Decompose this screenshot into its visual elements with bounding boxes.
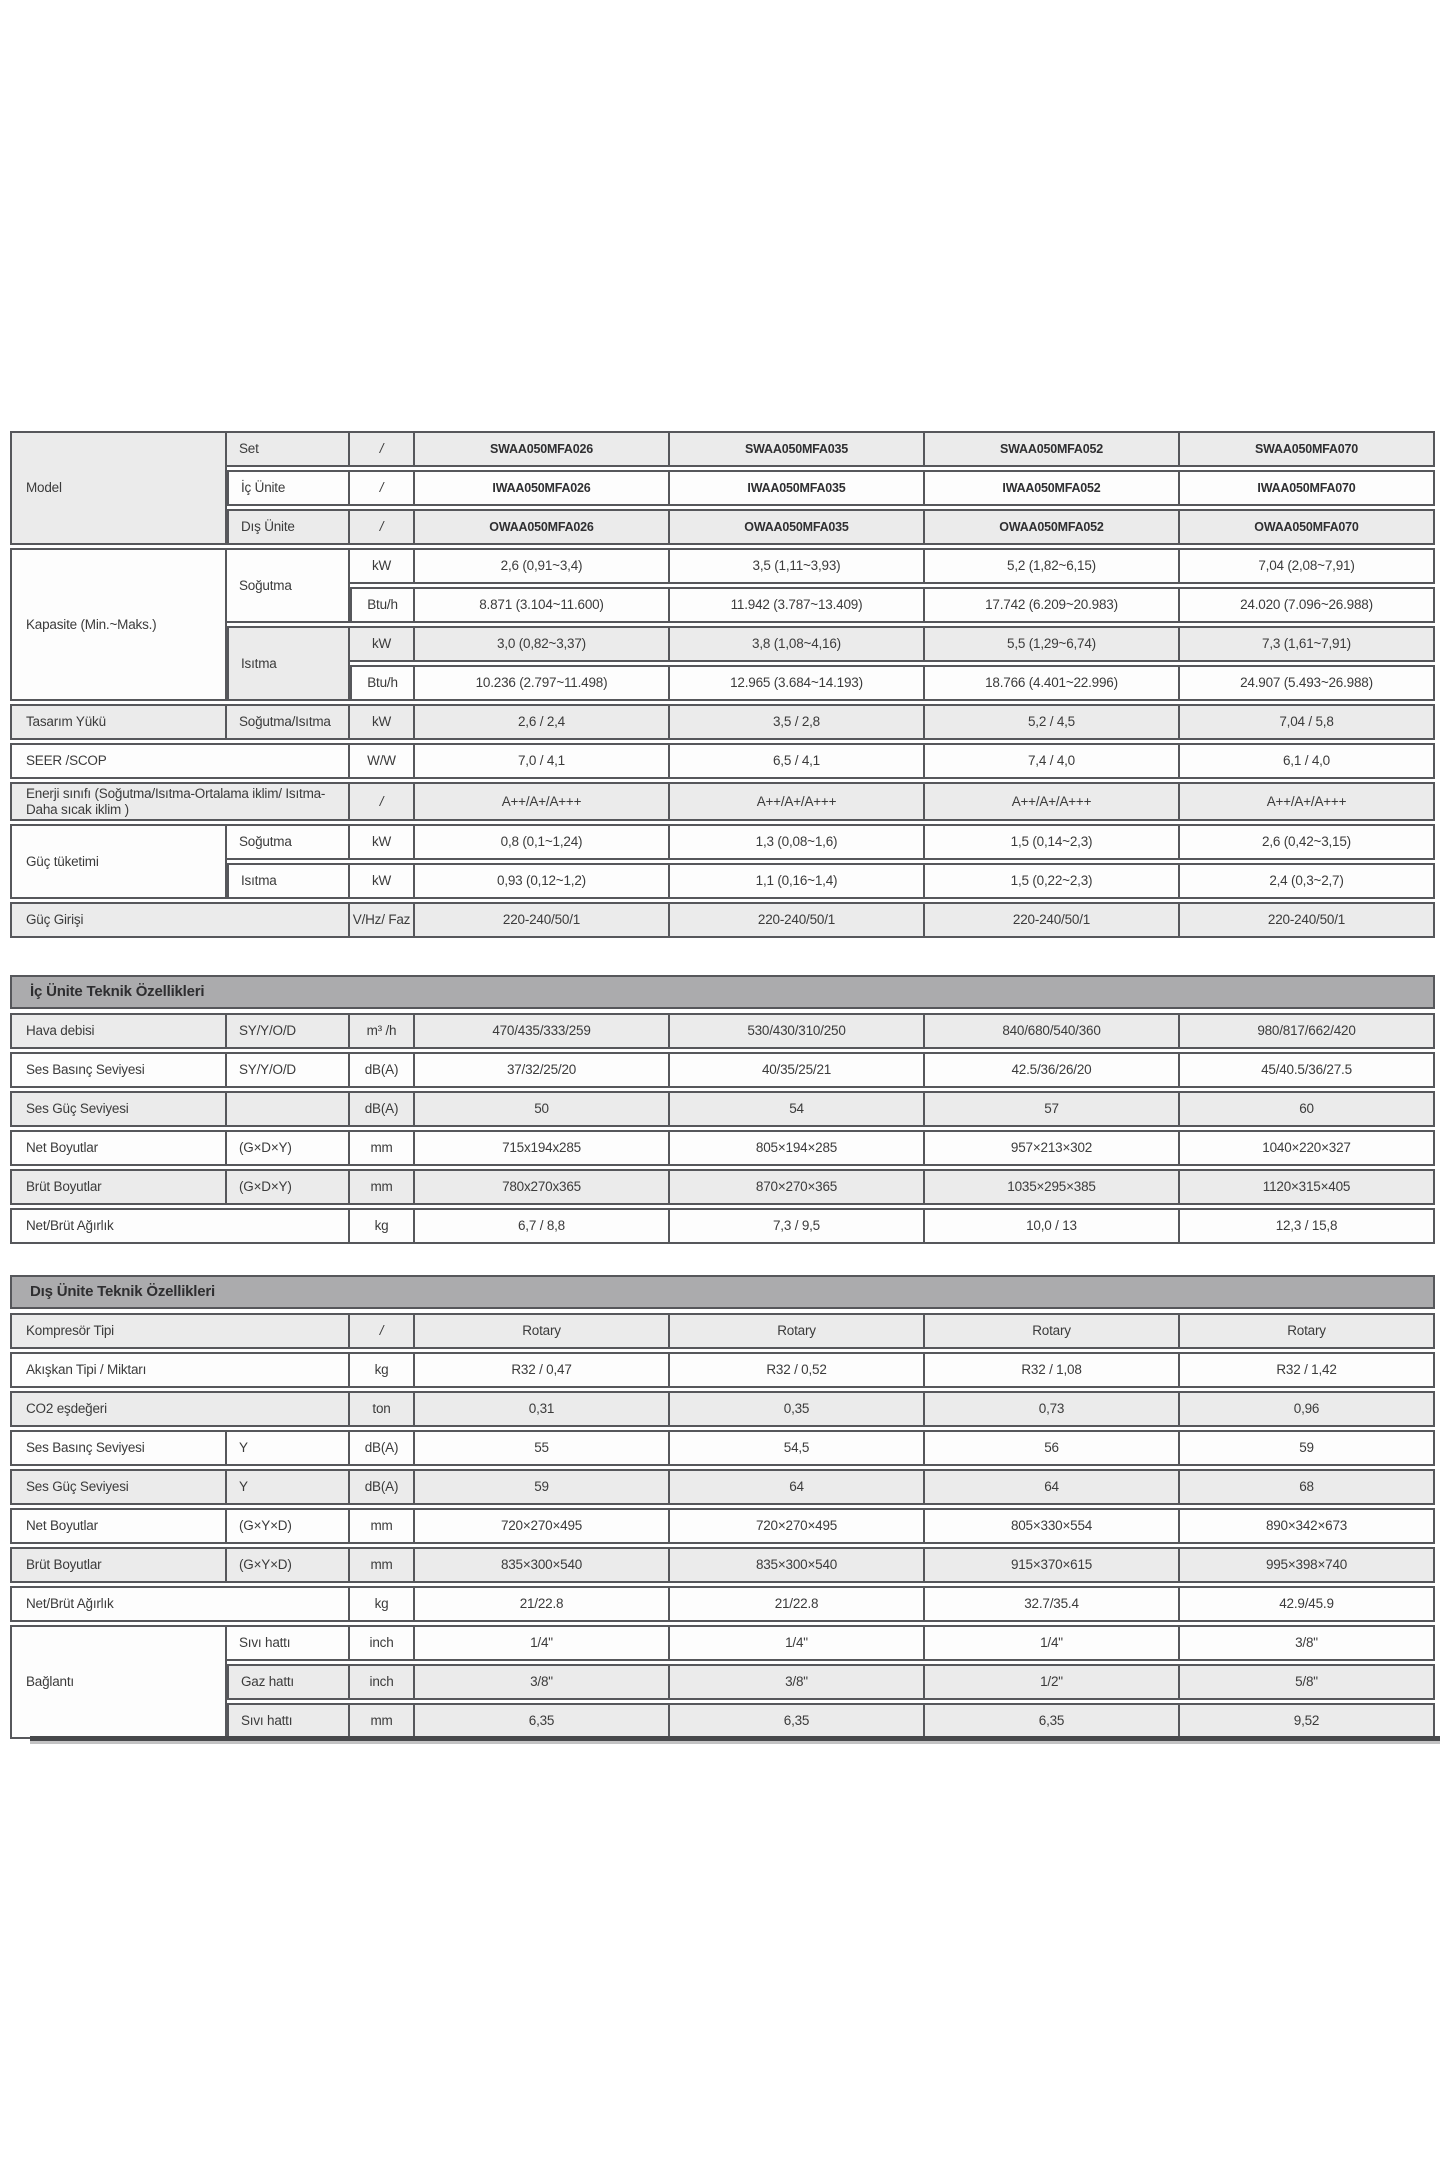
value-cell: 1,5 (0,22~2,3) [925,863,1180,899]
row-label: Hava debisi [10,1013,227,1049]
value-cell: 60 [1180,1091,1435,1127]
value-cell: 3,8 (1,08~4,16) [670,626,925,662]
value-cell: 6,7 / 8,8 [415,1208,670,1244]
unit-cell: W/W [350,743,415,779]
model-code: OWAA050MFA026 [415,509,670,545]
model-code: IWAA050MFA026 [415,470,670,506]
value-cell: 805×330×554 [925,1508,1180,1544]
row-label: Ses Güç Seviyesi [10,1091,227,1127]
value-cell: 64 [670,1469,925,1505]
value-cell: 3/8" [415,1664,670,1700]
row-label: Model [10,431,227,545]
row-sublabel: Isıtma [227,863,350,899]
unit-cell: inch [350,1625,415,1661]
value-cell: 12,3 / 15,8 [1180,1208,1435,1244]
row-sublabel [227,1091,350,1127]
value-cell: 1,1 (0,16~1,4) [670,863,925,899]
value-cell: 720×270×495 [670,1508,925,1544]
value-cell: 915×370×615 [925,1547,1180,1583]
value-cell: 1035×295×385 [925,1169,1180,1205]
value-cell: 835×300×540 [670,1547,925,1583]
value-cell: 780x270x365 [415,1169,670,1205]
value-cell: 42.9/45.9 [1180,1586,1435,1622]
value-cell: 24.020 (7.096~26.988) [1180,587,1435,623]
unit-cell: / [350,782,415,821]
spec-table-outdoor [10,1310,1435,1742]
value-cell: 56 [925,1430,1180,1466]
value-cell: 18.766 (4.401~22.996) [925,665,1180,701]
unit-cell: / [350,1313,415,1349]
unit-cell: / [350,470,415,506]
row-sublabel: SY/Y/O/D [227,1013,350,1049]
section-outdoor-specs [10,1275,1435,1742]
value-cell: 68 [1180,1469,1435,1505]
row-label: Kapasite (Min.~Maks.) [10,548,227,701]
unit-cell: kW [350,863,415,899]
model-code: SWAA050MFA070 [1180,431,1435,467]
row-sublabel: Set [227,431,350,467]
value-cell: 6,1 / 4,0 [1180,743,1435,779]
value-cell: A++/A+/A+++ [670,782,925,821]
unit-cell: ton [350,1391,415,1427]
unit-cell: kW [350,626,415,662]
model-code: SWAA050MFA035 [670,431,925,467]
model-code: IWAA050MFA052 [925,470,1180,506]
row-sublabel: (G×Y×D) [227,1547,350,1583]
row-sublabel: SY/Y/O/D [227,1052,350,1088]
row-label: SEER /SCOP [10,743,350,779]
value-cell: 55 [415,1430,670,1466]
value-cell: 37/32/25/20 [415,1052,670,1088]
unit-cell: kW [350,704,415,740]
row-label: Brüt Boyutlar [10,1547,227,1583]
value-cell: 50 [415,1091,670,1127]
value-cell: 21/22.8 [415,1586,670,1622]
row-sublabel: Isıtma [227,626,350,701]
row-label: Enerji sınıfı (Soğutma/Isıtma-Ortalama iklim/ Isıtma-Daha sıcak iklim ) [10,782,350,821]
value-cell: 870×270×365 [670,1169,925,1205]
row-sublabel: Soğutma/Isıtma [227,704,350,740]
unit-cell: kg [350,1586,415,1622]
value-cell: 10.236 (2.797~11.498) [415,665,670,701]
value-cell: 220-240/50/1 [670,902,925,938]
value-cell: 7,3 / 9,5 [670,1208,925,1244]
value-cell: 220-240/50/1 [925,902,1180,938]
value-cell: 530/430/310/250 [670,1013,925,1049]
value-cell: 1120×315×405 [1180,1169,1435,1205]
row-label: Net/Brüt Ağırlık [10,1586,350,1622]
row-sublabel: (G×Y×D) [227,1508,350,1544]
row-label: Akışkan Tipi / Miktarı [10,1352,350,1388]
unit-cell: kW [350,824,415,860]
value-cell: 5/8" [1180,1664,1435,1700]
value-cell: 2,6 (0,91~3,4) [415,548,670,584]
section-header-indoor: İç Ünite Teknik Özellikleri [10,975,1435,1009]
row-sublabel: Soğutma [227,548,350,623]
unit-cell: Btu/h [350,587,415,623]
value-cell: 715x194x285 [415,1130,670,1166]
model-code: IWAA050MFA035 [670,470,925,506]
value-cell: R32 / 0,52 [670,1352,925,1388]
spec-table-models [10,428,1435,941]
value-cell: 21/22.8 [670,1586,925,1622]
value-cell: 957×213×302 [925,1130,1180,1166]
value-cell: 17.742 (6.209~20.983) [925,587,1180,623]
row-sublabel: (G×D×Y) [227,1169,350,1205]
unit-cell: mm [350,1703,415,1739]
value-cell: 54 [670,1091,925,1127]
value-cell: Rotary [1180,1313,1435,1349]
row-label: Tasarım Yükü [10,704,227,740]
unit-cell: Btu/h [350,665,415,701]
value-cell: 54,5 [670,1430,925,1466]
value-cell: 3,5 / 2,8 [670,704,925,740]
model-code: IWAA050MFA070 [1180,470,1435,506]
model-code: OWAA050MFA052 [925,509,1180,545]
value-cell: 59 [415,1469,670,1505]
unit-cell: kg [350,1208,415,1244]
value-cell: 720×270×495 [415,1508,670,1544]
value-cell: 0,73 [925,1391,1180,1427]
unit-cell: dB(A) [350,1430,415,1466]
row-label: Net Boyutlar [10,1508,227,1544]
value-cell: 5,5 (1,29~6,74) [925,626,1180,662]
section-header-outdoor: Dış Ünite Teknik Özellikleri [10,1275,1435,1309]
value-cell: 64 [925,1469,1180,1505]
value-cell: 5,2 (1,82~6,15) [925,548,1180,584]
value-cell: 45/40.5/36/27.5 [1180,1052,1435,1088]
value-cell: 11.942 (3.787~13.409) [670,587,925,623]
value-cell: 7,04 / 5,8 [1180,704,1435,740]
row-label: Güç Girişi [10,902,350,938]
unit-cell: mm [350,1547,415,1583]
value-cell: 42.5/36/26/20 [925,1052,1180,1088]
value-cell: 6,35 [670,1703,925,1739]
row-sublabel: Dış Ünite [227,509,350,545]
value-cell: 470/435/333/259 [415,1013,670,1049]
value-cell: 5,2 / 4,5 [925,704,1180,740]
row-label: Brüt Boyutlar [10,1169,227,1205]
value-cell: 1/4" [415,1625,670,1661]
value-cell: 2,4 (0,3~2,7) [1180,863,1435,899]
unit-cell: kg [350,1352,415,1388]
model-code: OWAA050MFA070 [1180,509,1435,545]
row-label: Net/Brüt Ağırlık [10,1208,350,1244]
section-model-performance [10,428,1435,941]
row-label: Bağlantı [10,1625,227,1739]
model-code: OWAA050MFA035 [670,509,925,545]
unit-cell: mm [350,1508,415,1544]
row-label: Ses Basınç Seviyesi [10,1052,227,1088]
value-cell: 890×342×673 [1180,1508,1435,1544]
value-cell: R32 / 1,42 [1180,1352,1435,1388]
model-code: SWAA050MFA052 [925,431,1180,467]
unit-cell: inch [350,1664,415,1700]
value-cell: 6,35 [925,1703,1180,1739]
value-cell: 805×194×285 [670,1130,925,1166]
value-cell: 1040×220×327 [1180,1130,1435,1166]
row-sublabel: Sıvı hattı [227,1703,350,1739]
unit-cell: kW [350,548,415,584]
value-cell: 1,5 (0,14~2,3) [925,824,1180,860]
value-cell: 59 [1180,1430,1435,1466]
value-cell: R32 / 1,08 [925,1352,1180,1388]
row-sublabel: Soğutma [227,824,350,860]
unit-cell: V/Hz/ Faz [350,902,415,938]
spec-table-indoor [10,1010,1435,1247]
value-cell: 7,0 / 4,1 [415,743,670,779]
value-cell: 0,31 [415,1391,670,1427]
value-cell: 24.907 (5.493~26.988) [1180,665,1435,701]
value-cell: 7,4 / 4,0 [925,743,1180,779]
value-cell: R32 / 0,47 [415,1352,670,1388]
value-cell: A++/A+/A+++ [925,782,1180,821]
value-cell: 0,35 [670,1391,925,1427]
value-cell: 7,04 (2,08~7,91) [1180,548,1435,584]
value-cell: 1,3 (0,08~1,6) [670,824,925,860]
value-cell: 6,5 / 4,1 [670,743,925,779]
value-cell: Rotary [670,1313,925,1349]
value-cell: 980/817/662/420 [1180,1013,1435,1049]
section-indoor-specs [10,975,1435,1247]
value-cell: 57 [925,1091,1180,1127]
value-cell: 7,3 (1,61~7,91) [1180,626,1435,662]
value-cell: 3,5 (1,11~3,93) [670,548,925,584]
row-sublabel: Y [227,1469,350,1505]
value-cell: 3/8" [1180,1625,1435,1661]
value-cell: 12.965 (3.684~14.193) [670,665,925,701]
value-cell: 1/4" [925,1625,1180,1661]
value-cell: 220-240/50/1 [1180,902,1435,938]
unit-cell: mm [350,1169,415,1205]
value-cell: 2,6 (0,42~3,15) [1180,824,1435,860]
value-cell: 995×398×740 [1180,1547,1435,1583]
unit-cell: m³ /h [350,1013,415,1049]
row-sublabel: Sıvı hattı [227,1625,350,1661]
row-sublabel: Y [227,1430,350,1466]
value-cell: 9,52 [1180,1703,1435,1739]
value-cell: Rotary [415,1313,670,1349]
value-cell: 0,93 (0,12~1,2) [415,863,670,899]
value-cell: 0,96 [1180,1391,1435,1427]
row-sublabel: (G×D×Y) [227,1130,350,1166]
unit-cell: / [350,509,415,545]
row-label: Ses Basınç Seviyesi [10,1430,227,1466]
unit-cell: dB(A) [350,1091,415,1127]
unit-cell: dB(A) [350,1469,415,1505]
unit-cell: dB(A) [350,1052,415,1088]
value-cell: 3/8" [670,1664,925,1700]
value-cell: 40/35/25/21 [670,1052,925,1088]
value-cell: 840/680/540/360 [925,1013,1180,1049]
value-cell: 2,6 / 2,4 [415,704,670,740]
page-cut-line [30,1736,1440,1741]
value-cell: 1/2" [925,1664,1180,1700]
row-label: Net Boyutlar [10,1130,227,1166]
row-label: Ses Güç Seviyesi [10,1469,227,1505]
value-cell: 835×300×540 [415,1547,670,1583]
value-cell: 10,0 / 13 [925,1208,1180,1244]
row-label: CO2 eşdeğeri [10,1391,350,1427]
value-cell: 32.7/35.4 [925,1586,1180,1622]
value-cell: A++/A+/A+++ [1180,782,1435,821]
value-cell: 220-240/50/1 [415,902,670,938]
value-cell: A++/A+/A+++ [415,782,670,821]
row-label: Kompresör Tipi [10,1313,350,1349]
unit-cell: / [350,431,415,467]
unit-cell: mm [350,1130,415,1166]
row-sublabel: Gaz hattı [227,1664,350,1700]
model-code: SWAA050MFA026 [415,431,670,467]
row-sublabel: İç Ünite [227,470,350,506]
value-cell: 0,8 (0,1~1,24) [415,824,670,860]
value-cell: 8.871 (3.104~11.600) [415,587,670,623]
value-cell: 1/4" [670,1625,925,1661]
value-cell: 3,0 (0,82~3,37) [415,626,670,662]
row-label: Güç tüketimi [10,824,227,899]
value-cell: Rotary [925,1313,1180,1349]
value-cell: 6,35 [415,1703,670,1739]
